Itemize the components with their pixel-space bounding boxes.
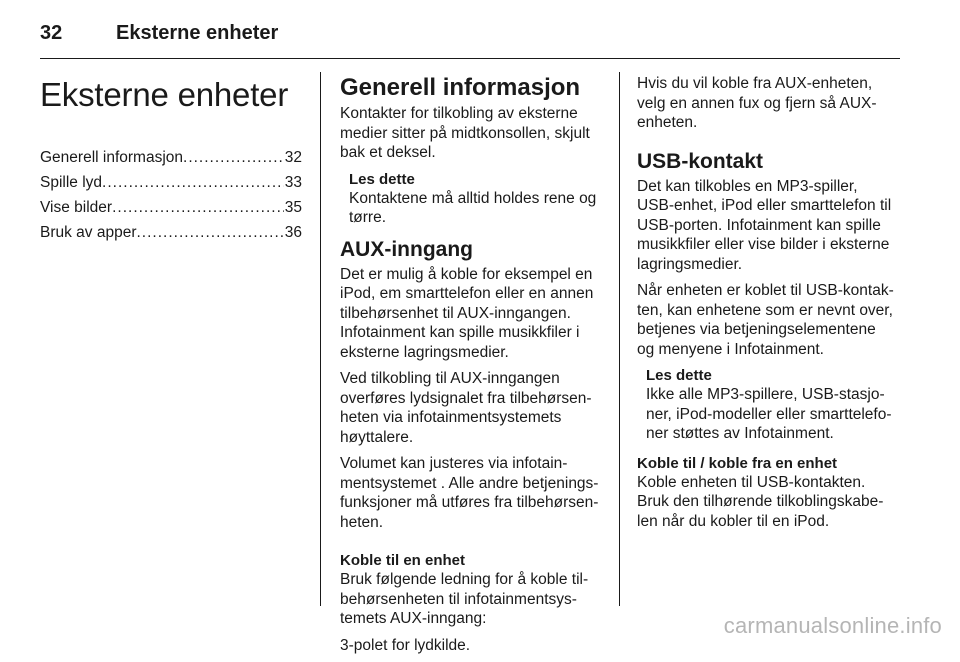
note-box xyxy=(637,366,901,444)
toc-leader xyxy=(183,148,284,167)
usb-paragraph-2 xyxy=(637,281,901,359)
toc-page: 32 xyxy=(284,149,302,166)
aux-paragraph-2 xyxy=(340,369,602,447)
text-line: len når du kobler til en iPod. xyxy=(637,512,830,530)
text-line: Bruk følgende ledning for å koble til- xyxy=(340,571,589,588)
column-toc xyxy=(40,74,302,248)
aux-paragraph-1 xyxy=(340,265,602,363)
toc-leader xyxy=(112,198,284,217)
toc-label: Vise bilder xyxy=(40,199,113,216)
toc-item-bruk-av-apper[interactable] xyxy=(40,223,302,242)
text-line: ten, kan enhetene som er nevnt over, xyxy=(637,301,893,319)
text-line: høyttalere. xyxy=(340,428,414,446)
usb-paragraph-1 xyxy=(637,177,901,275)
spacer xyxy=(340,539,602,551)
text-line: Kontaktene må alltid holdes rene og xyxy=(349,189,597,207)
note-title: Les dette xyxy=(646,367,712,384)
column-general-info xyxy=(340,74,602,662)
connect-paragraph-2: 3-polet for lydkilde. xyxy=(340,636,471,654)
text-line: ner støttes av Infotainment. xyxy=(646,425,834,442)
toc-page: 36 xyxy=(284,224,302,241)
page-number: 32 xyxy=(40,22,63,44)
text-line: Når enheten er koblet til USB-kontak- xyxy=(637,282,894,299)
toc-page: 33 xyxy=(284,174,302,191)
text-line: Det kan tilkobles en MP3-spiller, xyxy=(637,177,858,195)
text-line: og menyene i Infotainment. xyxy=(637,340,824,358)
usb-connect-paragraph xyxy=(637,473,901,532)
text-line: USB-porten. Infotainment kan spille xyxy=(637,216,881,234)
connect-paragraph-1 xyxy=(340,570,602,629)
text-line: musikkfiler eller vise bilder i eksterne xyxy=(637,236,890,253)
text-line: USB-enhet, iPod eller smarttelefon til xyxy=(637,197,892,214)
watermark: carmanualsonline.info xyxy=(723,613,942,638)
aux-disconnect-paragraph xyxy=(637,74,901,133)
text-line: Infotainment kan spille musikkfiler i xyxy=(340,324,580,341)
text-line: Ved tilkobling til AUX-inngangen xyxy=(340,370,560,387)
text-line: Kontakter for tilkobling av eksterne xyxy=(340,105,578,122)
text-line: lagringsmedier. xyxy=(637,255,743,273)
aux-paragraph-3 xyxy=(340,454,602,532)
toc-leader xyxy=(102,173,284,192)
column-divider-2 xyxy=(619,72,620,606)
text-line: enheten. xyxy=(637,114,698,131)
text-line: Bruk den tilhørende tilkoblingskabe- xyxy=(637,493,884,510)
text-line: overføres lydsignalet fra tilbehørsen- xyxy=(340,389,592,407)
running-title: Eksterne enheter xyxy=(116,22,279,44)
section-heading-usb: USB-kontakt xyxy=(637,149,764,173)
note-text xyxy=(646,385,901,444)
text-line: medier sitter på midtkonsollen, skjult xyxy=(340,124,590,142)
text-line: Hvis du vil koble fra AUX-enheten, xyxy=(637,75,873,92)
text-line: mentsystemet . Alle andre betjenings- xyxy=(340,474,599,492)
text-line: bak et deksel. xyxy=(340,144,436,161)
intro-paragraph xyxy=(340,104,602,163)
table-of-contents xyxy=(40,148,302,242)
text-line: betjenes via betjeningselementene xyxy=(637,321,876,338)
text-line: behørsenheten til infotainmentsys- xyxy=(340,590,577,608)
toc-label: Bruk av apper xyxy=(40,224,137,241)
text-line: funksjoner må utføres fra tilbehørsen- xyxy=(340,494,599,511)
note-text xyxy=(349,189,602,228)
text-line: Det er mulig å koble for eksempel en xyxy=(340,265,593,283)
toc-label: Generell informasjon xyxy=(40,149,184,166)
toc-label: Spille lyd xyxy=(40,174,103,191)
section-heading-general-info: Generell informasjon xyxy=(340,74,581,101)
text-line: velg en annen fux og fjern så AUX- xyxy=(637,94,877,112)
toc-item-spille-lyd[interactable] xyxy=(40,173,302,192)
column-divider-1 xyxy=(320,72,321,606)
text-line: iPod, em smarttelefon eller en annen xyxy=(340,285,594,302)
subheading-connect-device: Koble til en enhet xyxy=(340,552,466,569)
chapter-title: Eksterne enheter xyxy=(40,76,289,113)
column-usb xyxy=(637,74,901,538)
toc-leader xyxy=(137,223,284,242)
text-line: heten. xyxy=(340,513,384,531)
section-heading-aux: AUX-inngang xyxy=(340,237,473,261)
text-line: ner, iPod-modeller eller smarttelefo- xyxy=(646,405,892,423)
text-line: heten via infotainmentsystemets xyxy=(340,409,562,426)
text-line: Koble enheten til USB-kontakten. xyxy=(637,473,866,491)
text-line: Volumet kan justeres via infotain- xyxy=(340,455,568,472)
toc-page: 35 xyxy=(284,199,302,216)
note-title: Les dette xyxy=(349,170,415,188)
header-rule xyxy=(40,58,900,59)
spacer xyxy=(637,140,901,150)
text-line: temets AUX-inngang: xyxy=(340,610,487,627)
toc-item-vise-bilder[interactable] xyxy=(40,198,302,217)
page-header xyxy=(40,18,900,58)
text-line: tørre. xyxy=(349,209,387,226)
text-line: tilbehørsenhet til AUX-inngangen. xyxy=(340,304,571,322)
subheading-connect-disconnect: Koble til / koble fra en enhet xyxy=(637,454,838,472)
toc-item-generell-informasjon[interactable] xyxy=(40,148,302,167)
text-line: eksterne lagringsmedier. xyxy=(340,343,509,361)
text-line: Ikke alle MP3-spillere, USB-stasjo- xyxy=(646,386,885,403)
note-box xyxy=(340,170,602,228)
